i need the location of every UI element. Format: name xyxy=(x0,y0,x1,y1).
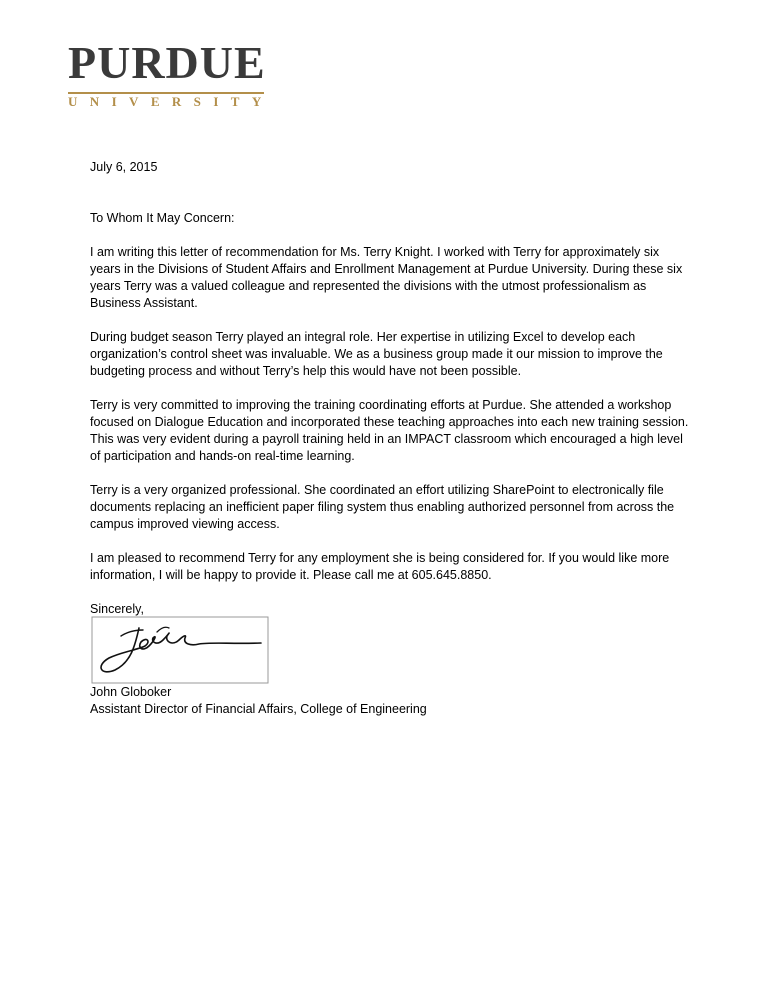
paragraph: Terry is a very organized professional. She coordinated an effort utilizing SharePoint to electronically file documents replacing an inefficient paper filing system thus enabling authorized personnel from across the campus improved viewing access. xyxy=(90,483,675,531)
signer-block xyxy=(90,684,427,718)
signer-title: Assistant Director of Financial Affairs, College of Engineering xyxy=(90,702,427,716)
closing: Sincerely, xyxy=(90,602,144,616)
logo-subtitle: UNIVERSITY xyxy=(68,94,274,109)
salutation: To Whom It May Concern: xyxy=(90,211,235,225)
signature-image xyxy=(91,616,269,684)
paragraph: I am writing this letter of recommendation for Ms. Terry Knight. I worked with Terry for approximately six years in the Divisions of Student Affairs and Enrollment Management at Purdue University. During these six years Terry was a valued colleague and represented the divisions with the utmost professionalism as Business Assistant. xyxy=(90,245,683,310)
logo-wordmark: PURDUE xyxy=(68,37,266,88)
paragraph: During budget season Terry played an integral role. Her expertise in utilizing Excel to develop each organization’s control sheet was invaluable. We as a business group made it our mission to improve the budgeting process and without Terry’s help this would have not been possible. xyxy=(90,330,663,378)
letter-body xyxy=(90,159,690,618)
signer-name: John Globoker xyxy=(90,685,172,699)
paragraph: I am pleased to recommend Terry for any employment she is being considered for. If you would like more information, I will be happy to provide it. Please call me at 605.645.8850. xyxy=(90,551,670,582)
paragraph: Terry is very committed to improving the training coordinating efforts at Purdue. She attended a workshop focused on Dialogue Education and incorporated these teaching approaches into each new training session. This was very evident during a payroll training held in an IMPACT classroom which encouraged a high level of participation and hands-on real-time learning. xyxy=(90,398,689,463)
letter-date: July 6, 2015 xyxy=(90,160,158,174)
purdue-logo xyxy=(68,37,274,109)
